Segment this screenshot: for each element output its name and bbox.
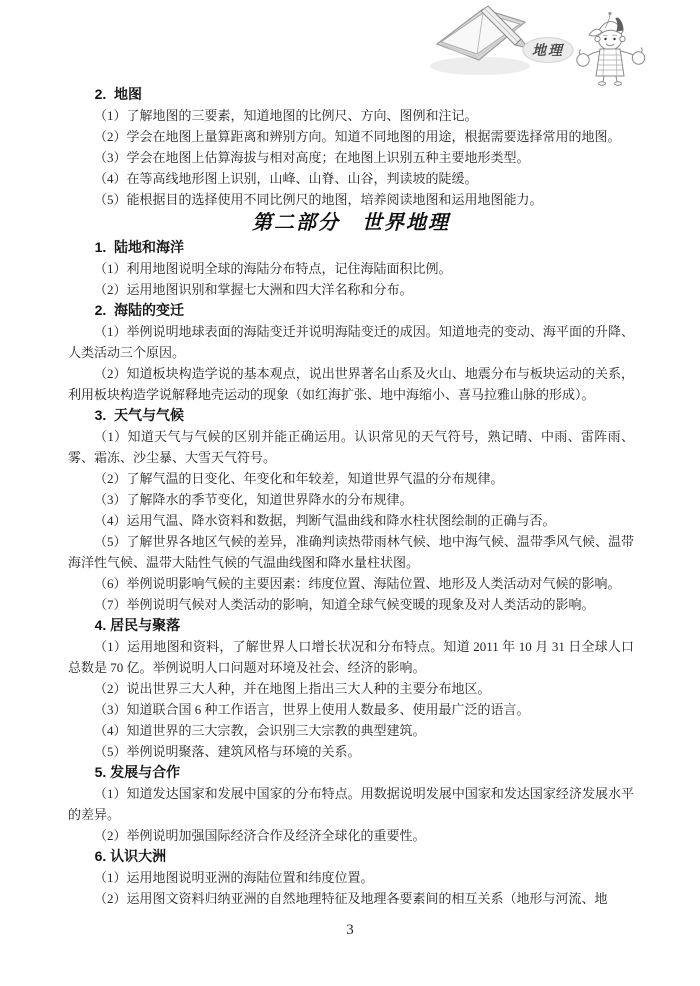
syllabus-item: （2）知道板块构造学说的基本观点，说出世界著名山系及火山、地震分布与板块运动的关系，利用板块构造学说解释地壳运动的现象（如红海扩张、地中海缩小、喜马拉雅山脉的形成）。 (68, 366, 634, 402)
section-heading: 1. 陆地和海洋 (94, 239, 185, 255)
syllabus-item: （3）学会在地图上估算海拔与相对高度；在地图上识别五种主要地形类型。 (94, 150, 530, 165)
section-heading: 3. 天气与气候 (94, 407, 185, 423)
subject-bubble (523, 38, 573, 63)
syllabus-item: （2）了解气温的日变化、年变化和年较差，知道世界气温的分布规律。 (94, 471, 504, 486)
syllabus-item: （3）知道联合国 6 种工作语言，世界上使用人数最多、使用最广泛的语言。 (94, 702, 530, 717)
header-illustration (425, 2, 670, 95)
syllabus-item: （7）举例说明气候对人类活动的影响，知道全球气候变暖的现象及对人类活动的影响。 (94, 597, 595, 612)
syllabus-item: （4）运用气温、降水资料和数据，判断气温曲线和降水柱状图绘制的正确与否。 (94, 513, 556, 528)
syllabus-item: （1）知道天气与气候的区别并能正确运用。认识常见的天气符号，熟记晴、中雨、雷阵雨、雾、霜冻、沙尘暴、大雪天气符号。 (68, 429, 634, 465)
page-number: 3 (346, 922, 354, 938)
syllabus-item: （1）举例说明地球表面的海陆变迁并说明海陆变迁的成因。知道地壳的变动、海平面的升降、人类活动三个原因。 (68, 324, 634, 360)
section-heading: 6. 认识大洲 (94, 848, 167, 864)
syllabus-item: （1）知道发达国家和发展中国家的分布特点。用数据说明发展中国家和发达国家经济发展水平的差异。 (68, 786, 634, 822)
section-heading: 4. 居民与聚落 (94, 617, 181, 633)
syllabus-item: （6）举例说明影响气候的主要因素：纬度位置、海陆位置、地形及人类活动对气候的影响。 (94, 576, 621, 591)
syllabus-item: （1）利用地图说明全球的海陆分布特点，记住海陆面积比例。 (94, 261, 452, 276)
syllabus-item: （4）知道世界的三大宗教，会识别三大宗教的典型建筑。 (94, 723, 426, 738)
syllabus-item: （5）了解世界各地区气候的差异，准确判读热带雨林气候、地中海气候、温带季风气候、温带海洋性气候、温带大陆性气候的气温曲线图和降水量柱状图。 (68, 534, 634, 570)
syllabus-item: （1）运用地图和资料，了解世界人口增长状况和分布特点。知道 2011 年 10 月 31 日全球人口总数是 70 亿。举例说明人口问题对环境及社会、经济的影响。 (68, 639, 634, 675)
syllabus-item: （2）运用图文资料归纳亚洲的自然地理特征及地理各要素间的相互关系（地形与河流、地 (94, 891, 608, 906)
syllabus-item: （1）运用地图说明亚洲的海陆位置和纬度位置。 (94, 870, 374, 885)
syllabus-item: （4）在等高线地形图上识别，山峰、山脊、山谷，判读坡的陡缓。 (94, 171, 478, 186)
syllabus-item: （2）说出世界三大人种，并在地图上指出三大人种的主要分布地区。 (94, 681, 491, 696)
section-heading: 2. 地图 (94, 86, 143, 102)
syllabus-item: （5）能根据目的选择使用不同比例尺的地图，培养阅读地图和运用地图能力。 (94, 192, 543, 207)
syllabus-item: （1）了解地图的三要素，知道地图的比例尺、方向、图例和注记。 (94, 108, 478, 123)
syllabus-item: （2）运用地图识别和掌握七大洲和四大洋名称和分布。 (94, 282, 413, 297)
part-title: 第二部分 世界地理 (252, 212, 450, 234)
syllabus-item: （2）学会在地图上量算距离和辨别方向。知道不同地图的用途，根据需要选择常用的地图。 (94, 129, 621, 144)
subject-bubble-label: 地理 (532, 44, 564, 59)
student-cartoon (577, 12, 645, 85)
syllabus-item: （3）了解降水的季节变化，知道世界降水的分布规律。 (94, 492, 413, 507)
syllabus-item: （5）举例说明聚落、建筑风格与环境的关系。 (94, 744, 361, 759)
syllabus-item: （2）举例说明加强国际经济合作及经济全球化的重要性。 (94, 828, 426, 843)
document-body (68, 84, 634, 909)
section-heading: 5. 发展与合作 (94, 764, 181, 780)
section-heading: 2. 海陆的变迁 (94, 302, 185, 318)
